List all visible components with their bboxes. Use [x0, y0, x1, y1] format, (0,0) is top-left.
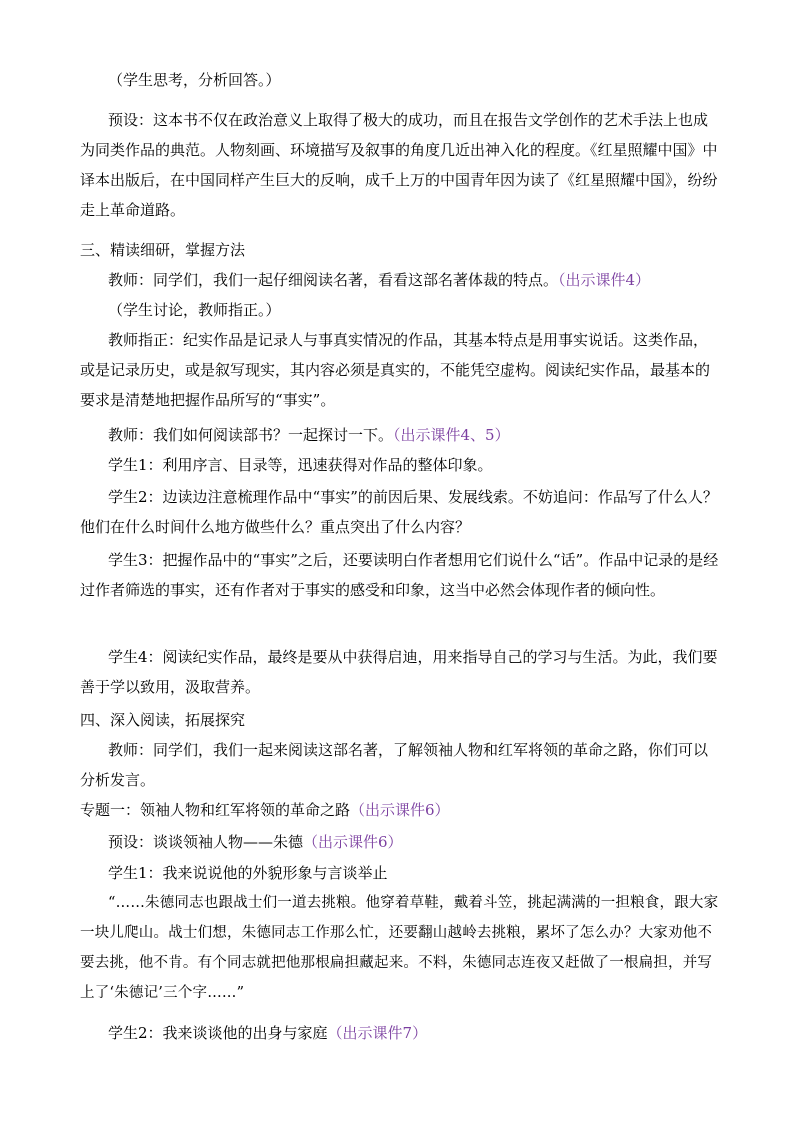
- paragraph-teacher-how-to-read: 教师：我们如何阅读部书？一起探讨一下。（出示课件4、5）: [108, 426, 510, 444]
- courseware-reference: （出示课件4、5）: [393, 426, 510, 444]
- courseware-reference: （出示课件7）: [327, 1024, 428, 1042]
- section-heading-4: 四、深入阅读，拓展探究: [80, 711, 246, 729]
- courseware-reference: （出示课件6）: [303, 833, 403, 851]
- paragraph-student-3: 学生3：把握作品中的“事实”之后，还要读明白作者想用它们说什么“话”。作品中记录的是经过作者筛选的事实，还有作者对于事实的感受和印象，这当中必然会体现作者的倾向性。: [80, 551, 719, 599]
- section-heading-3: 三、精读细研，掌握方法: [80, 241, 246, 259]
- courseware-reference: （出示课件4）: [558, 271, 651, 289]
- paragraph-student-1-appearance: 学生1：我来说说他的外貌形象与言谈举止: [108, 864, 388, 882]
- paragraph-student-2: 学生2：边读边注意梳理作品中“事实”的前因后果、发展线索。不妨追问：作品写了什么人？他们在什么时间什么地方做些什么？重点突出了什么内容？: [80, 488, 718, 536]
- quotation-zhu-de-carrying-grain: “……朱德同志也跟战士们一道去挑粮。他穿着草鞋，戴着斗笠，挑起满满的一担粮食，跟大家一块儿爬山。战士们想，朱德同志工作那么忙，还要翻山越岭去挑粮，累坏了怎么办？大家劝他不要去挑，他不肯。有个同志就把他那根扁担藏起来。不料，朱德同志连夜又赶做了一根扁担，并写上了‘朱德记’三个字……”: [80, 895, 719, 1001]
- paragraph-preset-book-success: 预设：这本书不仅在政治意义上取得了极大的成功，而且在报告文学创作的艺术手法上也成为同类作品的典范。人物刻画、环境描写及叙事的角度几近出神入化的程度。《红星照耀中国》中译本出版后，在中国同样产生巨大的反响，成千上万的中国青年因为读了《红星照耀中国》，纷纷走上革命道路。: [80, 111, 718, 219]
- paragraph-student-thinking: （学生思考，分析回答。）: [108, 71, 281, 89]
- paragraph-student-1: 学生1：利用序言、目录等，迅速获得对作品的整体印象。: [108, 456, 493, 474]
- paragraph-student-4: 学生4：阅读纪实作品，最终是要从中获得启迪，用来指导自己的学习与生活。为此，我们要善于学以致用，汲取营养。: [80, 648, 718, 696]
- paragraph-preset-zhu-de: 预设：谈谈领袖人物——朱德（出示课件6）: [108, 833, 403, 851]
- topic-one-heading: 专题一：领袖人物和红军将领的革命之路（出示课件6）: [80, 801, 450, 819]
- paragraph-teacher-genre: 教师：同学们，我们一起仔细阅读名著，看看这部名著体裁的特点。（出示课件4）: [108, 271, 651, 289]
- courseware-reference: （出示课件6）: [350, 801, 450, 819]
- paragraph-student-2-background: 学生2：我来谈谈他的出身与家庭（出示课件7）: [108, 1024, 428, 1042]
- paragraph-teacher-correction: 教师指正：纪实作品是记录人与事真实情况的作品，其基本特点是用事实说话。这类作品，或是记录历史，或是叙写现实，其内容必须是真实的，不能凭空虚构。阅读纪实作品，最基本的要求是清楚地把握作品所写的“事实”。: [80, 331, 711, 409]
- paragraph-teacher-leaders: 教师：同学们，我们一起来阅读这部名著，了解领袖人物和红军将领的革命之路，你们可以分析发言。: [80, 741, 709, 789]
- paragraph-discussion: （学生讨论，教师指正。）: [108, 301, 281, 319]
